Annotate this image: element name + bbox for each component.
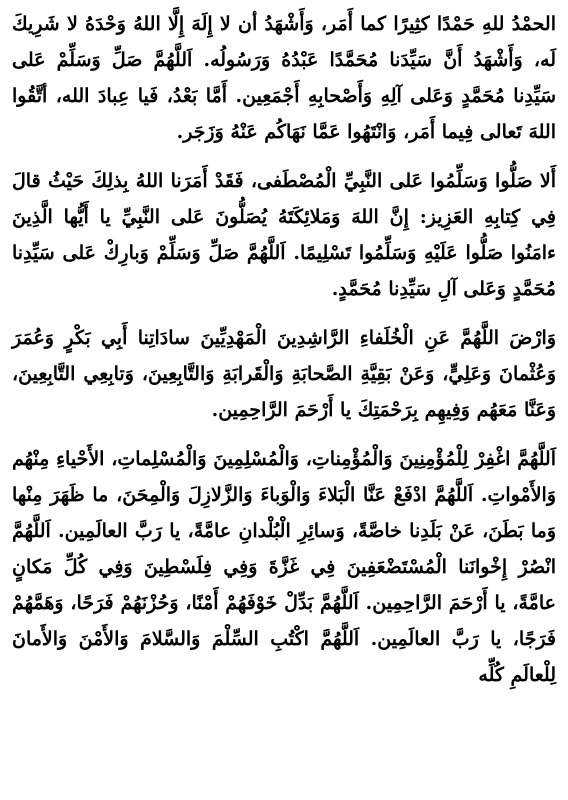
paragraph-salawat: أَلا صَلُّوا وَسَلِّمُوا عَلى النَّبِيِّ الْمُصْطَفى، فَقَدْ أَمَرَنا اللهُ بِذلِكَ حَيْثُ قالَ فِي كِتابِهِ العَزِيز: إِنَّ اللهَ وَمَلائِكَتَهُ يُصَلُّونَ عَلى النَّبِيِّ يا أَيُّها الَّذِينَ ءامَنُوا صَلُّوا عَلَيْهِ وَسَلِّمُوا تَسْلِيمًا. اَللَّهُمَّ صَلِّ وَسَلِّمْ وَبارِكْ عَلى سَيِّدِنا مُحَمَّدٍ وَعَلى آلِ سَيِّدِنا مُحَمَّدٍ. <box>12 170 556 300</box>
paragraph-supplication: اَللَّهُمَّ اغْفِرْ لِلْمُؤْمِنِينَ وَالْمُؤْمِناتِ، وَالْمُسْلِمِينَ وَالْمُسْلِماتِ، الأَحْياءِ مِنْهُم وَالأَمْواتِ. اَللَّهُمَّ ادْفَعْ عَنَّا الْبَلاءَ وَالْوَباءَ وَالزَّلازِلَ وَالْمِحَنَ، ما ظَهَرَ مِنْها وَما بَطَنَ، عَنْ بَلَدِنا خاصَّةً، وَسائِرِ الْبُلْدانِ عامَّةً، يا رَبَّ العالَمِين. اَللَّهُمَّ انْصُرْ إِخْوانَنا الْمُسْتَضْعَفِينَ فِي غَزَّةَ وَفِي فِلَسْطِينَ وَفِي كُلِّ مَكانٍ عامَّةً، يا أَرْحَمَ الرَّاحِمِين. اَللَّهُمَّ بَدِّلْ خَوْفَهُمْ أَمْنًا، وَحُزْنَهُمْ فَرَحًا، وَهَمَّهُمْ فَرَجًا، يا رَبَّ العالَمِين. اَللَّهُمَّ اكْتُبِ السِّلْمَ وَالسَّلامَ وَالأَمْنَ وَالأَمانَ لِلْعالَمِ كُلِّه <box>12 448 556 686</box>
paragraph-opening: الحمْدُ للهِ حَمْدًا كثِيرًا كما أَمَر، وَأَشْهَدُ أن لا إِلَهَ إِلَّا اللهُ وَحْدَهُ لا شَرِيكَ لَه، وَأَشْهَدُ أَنَّ سَيِّدَنا مُحَمَّدًا عَبْدُهُ وَرَسُولُه. اَللَّهُمَّ صَلِّ وَسَلِّمْ عَلى سَيِّدِنا مُحَمَّدٍ وَعَلى آلِهِ وَأَصْحابِهِ أَجْمَعِين. أَمَّا بَعْدُ، فَيا عِبادَ الله، أتَّقُوا اللهَ تَعالى فِيما أَمَر، وَانْتَهُوا عَمَّا نَهَاكُم عَنْهُ وَزَجَر. <box>12 13 556 143</box>
khutbah-text <box>12 6 556 706</box>
paragraph-caliphs: وَارْضَ اللَّهُمَّ عَنِ الْخُلَفاءِ الرَّاشِدِينَ الْمَهْدِيِّينَ سادَاتِنا أَبِي بَكْرٍ وَعُمَرَ وَعُثْمانَ وَعَلِيٍّ، وَعَنْ بَقِيَّةِ الصَّحابَةِ وَالْقَرابَةِ وَالتَّابِعِينَ، وَتابِعِي التَّابِعِينَ، وَعَنَّا مَعَهُم وَفِيهِم بِرَحْمَتِكَ يا أَرْحَمَ الرَّاحِمِين. <box>12 327 556 421</box>
